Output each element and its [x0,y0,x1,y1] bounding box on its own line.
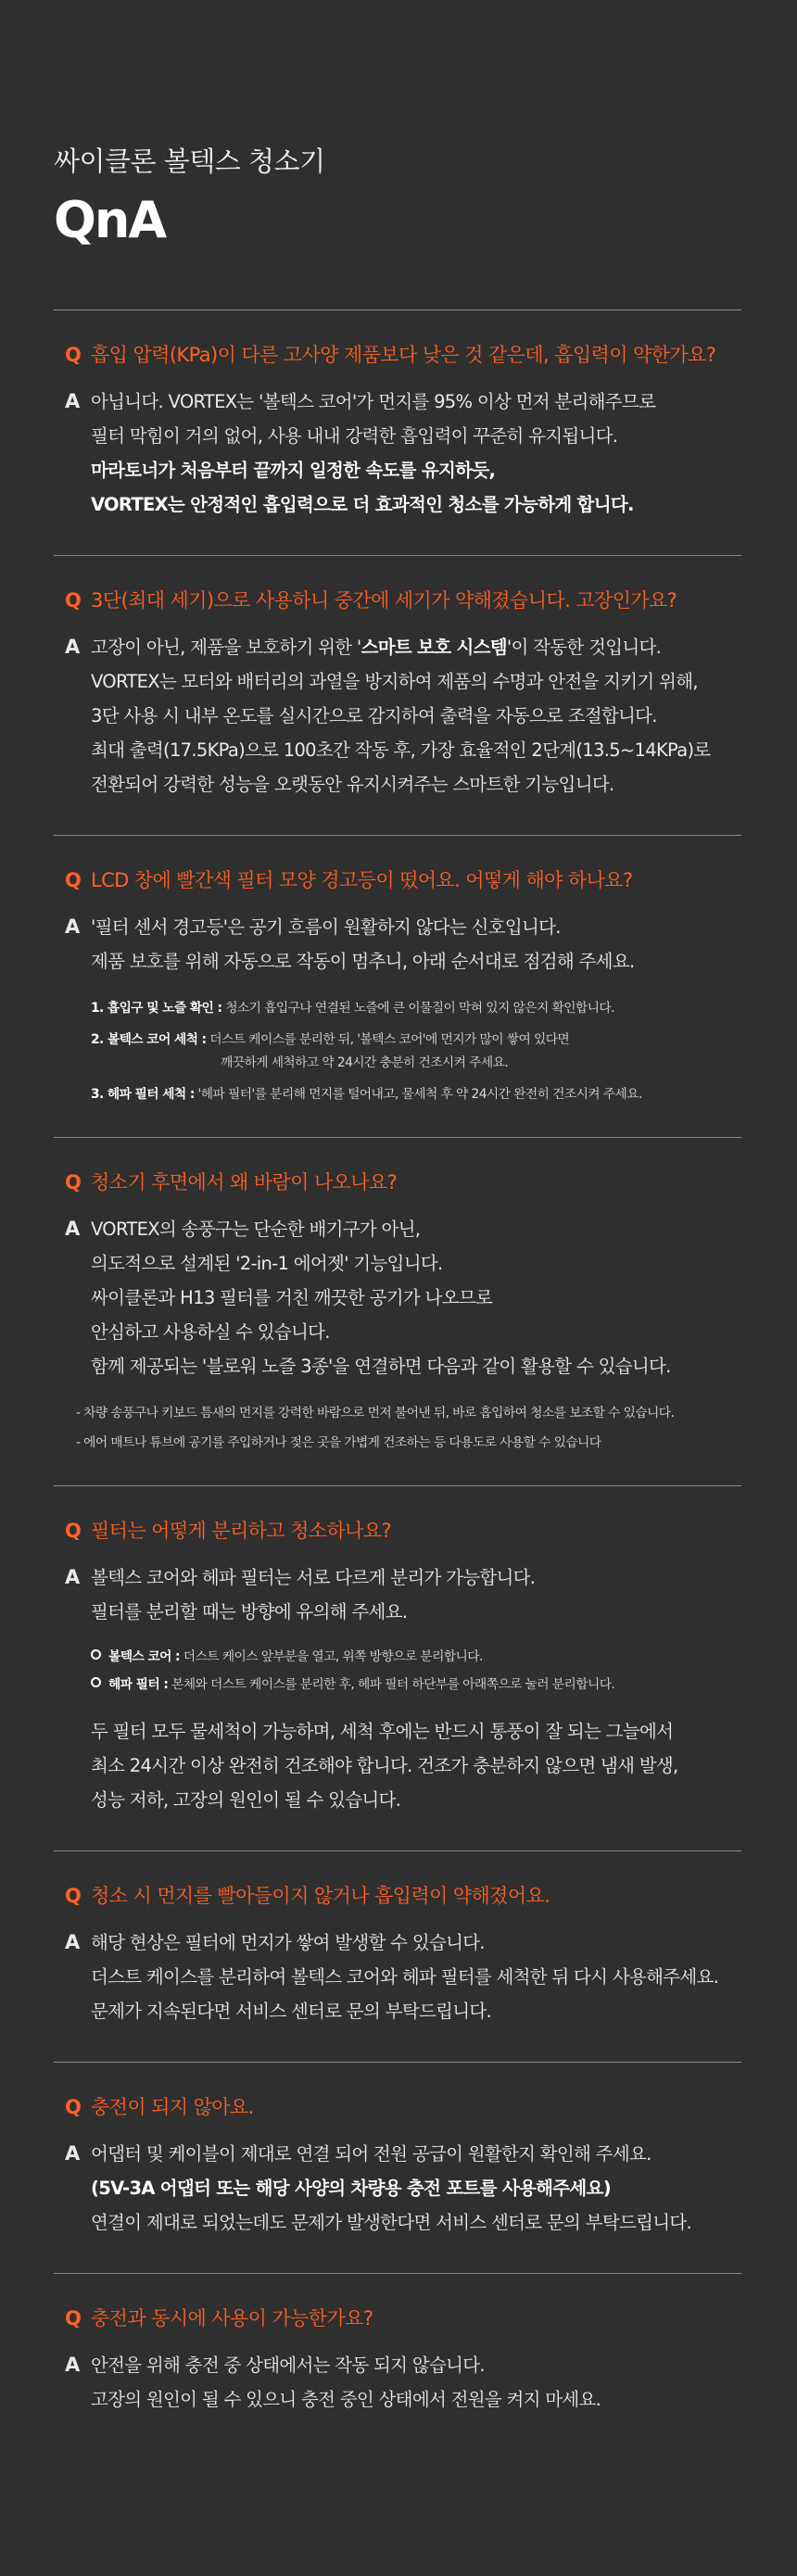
step-item [91,1085,741,1104]
question-marker: Q [65,589,82,612]
answer-line: 제품 보호를 위해 자동으로 작동이 멈추니, 아래 순서대로 점검해 주세요. [91,951,635,972]
answer-line: VORTEX는 모터와 배터리의 과열을 방지하여 제품의 수명과 안전을 지키기 위해, [91,671,698,692]
answer-line: VORTEX의 송풍구는 단순한 배기구가 아닌, [91,1219,421,1240]
qa-item [54,555,741,835]
answer-row [54,910,741,1104]
question-marker: Q [65,869,82,891]
answer-line-bold: (5V-3A 어댑터 또는 해당 사양의 차량용 충전 포트를 사용해주세요) [91,2178,611,2199]
qa-item [54,2273,741,2417]
answer-fragment: '이 작동한 것입니다. [506,637,662,658]
qa-item [54,309,741,555]
question-row [54,2305,741,2331]
answer-paragraph [91,1714,741,1817]
answer-line-bold: VORTEX는 안정적인 흡입력으로 더 효과적인 청소를 가능하게 합니다. [91,494,634,515]
answer-line: 두 필터 모두 물세척이 가능하며, 세척 후에는 반드시 통풍이 잘 되는 그늘에서 [91,1721,674,1742]
answer-text [76,1212,741,1452]
circle-bullet-icon [91,1677,101,1687]
answer-marker: A [65,2142,80,2165]
question-marker: Q [65,1885,82,1907]
bullet-item [91,1648,741,1666]
question-text: 흡입 압력(KPa)이 다른 고사양 제품보다 낮은 것 같은데, 흡입력이 약한가요? [91,344,716,366]
answer-line: 아닙니다. VORTEX는 '볼텍스 코어'가 먼지를 95% 이상 먼저 분리해주므로 [91,391,656,412]
answer-marker: A [65,636,80,658]
answer-row [54,1212,741,1452]
bullet-text: 본체와 더스트 케이스를 분리한 후, 헤파 필터 하단부를 아래쪽으로 눌러 분리합니다. [168,1677,615,1692]
question-marker: Q [65,2307,82,2330]
question-row [54,1883,741,1909]
question-row [54,1518,741,1544]
answer-text [91,2348,741,2417]
question-text: 충전이 되지 않아요. [91,2096,254,2118]
answer-line: 고장의 원인이 될 수 있으니 충전 중인 상태에서 전원을 켜지 마세요. [91,2389,601,2410]
qna-logo-text: QnA [54,194,166,246]
answer-line: 볼텍스 코어와 헤파 필터는 서로 다르게 분리가 가능합니다. [91,1567,536,1588]
question-text: 충전과 동시에 사용이 가능한가요? [91,2307,373,2330]
answer-text [91,910,741,1104]
circle-bullet-icon [91,1649,101,1660]
answer-line: 함께 제공되는 '블로워 노즐 3종'을 연결하면 다음과 같이 활용할 수 있습니다. [91,1356,671,1377]
question-row [54,2094,741,2120]
header [54,141,325,246]
answer-marker: A [65,1566,80,1588]
bullet-label: 헤파 필터 : [108,1677,169,1692]
bullet-item [91,1675,741,1694]
question-row [54,1169,741,1195]
answer-line: 문제가 지속된다면 서비스 센터로 문의 부탁드립니다. [91,2001,492,2022]
question-marker: Q [65,2096,82,2118]
bullet-label: 볼텍스 코어 : [108,1649,180,1664]
note-item: - 에어 매트나 튜브에 공기를 주입하거나 젖은 곳을 가볍게 건조하는 등 다용도로 사용할 수 있습니다 [76,1435,601,1450]
step-text: 더스트 케이스를 분리한 뒤, '볼텍스 코어'에 먼지가 많이 쌓여 있다면 [206,1032,570,1047]
question-row [54,867,741,893]
qa-item [54,1137,741,1485]
answer-marker: A [65,1218,80,1240]
answer-line: 최소 24시간 이상 완전히 건조해야 합니다. 건조가 충분하지 않으면 냄새 발생, [91,1755,678,1776]
answer-fragment: 고장이 아닌, 제품을 보호하기 위한 ' [91,637,361,658]
qa-item [54,1485,741,1850]
answer-line [91,630,741,664]
question-text: 청소 시 먼지를 빨아들이지 않거나 흡입력이 약해졌어요. [91,1885,550,1907]
answer-line-bold: 마라토너가 처음부터 끝까지 일정한 속도를 유지하듯, [91,460,496,481]
question-marker: Q [65,1520,82,1542]
answer-line: 필터를 분리할 때는 방향에 유의해 주세요. [91,1601,408,1623]
answer-text [91,1560,741,1817]
answer-marker: A [65,2354,80,2376]
answer-line: 3단 사용 시 내부 온도를 실시간으로 감지하여 출력을 자동으로 조절합니다. [91,705,657,726]
answer-marker: A [65,915,80,938]
answer-line: 어댑터 및 케이블이 제대로 연결 되어 전원 공급이 원활한지 확인해 주세요. [91,2143,652,2165]
qa-item [54,1850,741,2062]
qa-list [54,309,741,2417]
question-row [54,587,741,613]
answer-line: 최대 출력(17.5KPa)으로 100초간 작동 후, 가장 효율적인 2단계(13.5~14KPa)로 [91,739,711,761]
answer-line: 안전을 위해 충전 중 상태에서는 작동 되지 않습니다. [91,2355,485,2376]
product-subtitle: 싸이클론 볼텍스 청소기 [54,145,325,177]
answer-text [91,1926,741,2028]
answer-marker: A [65,1931,80,1953]
qa-item [54,835,741,1137]
step-label: 1. 흡입구 및 노즐 확인 : [91,1001,222,1016]
step-item [91,999,741,1017]
question-text: 3단(최대 세기)으로 사용하니 중간에 세기가 약해졌습니다. 고장인가요? [91,589,677,612]
answer-line: 성능 저하, 고장의 원인이 될 수 있습니다. [91,1789,401,1811]
question-text: LCD 창에 빨간색 필터 모양 경고등이 떴어요. 어떻게 해야 하나요? [91,869,633,891]
answer-text [91,630,741,802]
question-row [54,342,741,368]
answer-line: 더스트 케이스를 분리하여 볼텍스 코어와 헤파 필터를 세척한 뒤 다시 사용해주세요. [91,1966,719,1988]
step-text: '헤파 필터'를 분리해 먼지를 털어내고, 물세척 후 약 24시간 완전히 건조시켜 주세요. [194,1087,642,1102]
bullet-text: 더스트 케이스 앞부분을 열고, 위쪽 방향으로 분리합니다. [179,1649,483,1664]
step-text: 청소기 흡입구나 연결된 노즐에 큰 이물질이 막혀 있지 않은지 확인합니다. [221,1001,614,1016]
answer-row [54,2348,741,2417]
step-label: 2. 볼텍스 코어 세척 : [91,1032,207,1047]
question-marker: Q [65,344,82,366]
note-item: - 차량 송풍구나 키보드 틈새의 먼지를 강력한 바람으로 먼저 불어낸 뒤, 바로 흡입하여 청소를 보조할 수 있습니다. [76,1406,675,1421]
question-text: 청소기 후면에서 왜 바람이 나오나요? [91,1171,398,1193]
answer-row [54,1926,741,2028]
step-label: 3. 헤파 필터 세척 : [91,1087,195,1102]
answer-row [54,630,741,802]
answer-text [91,2137,741,2240]
qna-logo [54,194,221,246]
answer-line: 해당 현상은 필터에 먼지가 쌓여 발생할 수 있습니다. [91,1932,485,1953]
answer-text [91,385,741,522]
step-text-continued: 깨끗하게 세척하고 약 24시간 충분히 건조시켜 주세요. [221,1055,509,1070]
answer-row [54,1560,741,1817]
answer-line: 안심하고 사용하실 수 있습니다. [91,1321,330,1343]
question-text: 필터는 어떻게 분리하고 청소하나요? [91,1520,392,1542]
answer-line: 필터 막힘이 거의 없어, 사용 내내 강력한 흡입력이 꾸준히 유지됩니다. [91,425,618,447]
answer-row [54,2137,741,2240]
qa-item [54,2062,741,2273]
answer-marker: A [65,390,80,412]
answer-line: 연결이 제대로 되었는데도 문제가 발생한다면 서비스 센터로 문의 부탁드립니다. [91,2212,692,2233]
answer-line: 전환되어 강력한 성능을 오랫동안 유지시켜주는 스마트한 기능입니다. [91,774,614,795]
answer-line: 의도적으로 설계된 '2-in-1 에어젯' 기능입니다. [91,1253,443,1274]
smart-protection-term: 스마트 보호 시스템 [361,637,507,658]
step-item [91,1030,741,1072]
answer-line: 싸이클론과 H13 필터를 거친 깨끗한 공기가 나오므로 [91,1287,493,1308]
answer-row [54,385,741,522]
answer-line: '필터 센서 경고등'은 공기 흐름이 원활하지 않다는 신호입니다. [91,916,561,938]
question-marker: Q [65,1171,82,1193]
